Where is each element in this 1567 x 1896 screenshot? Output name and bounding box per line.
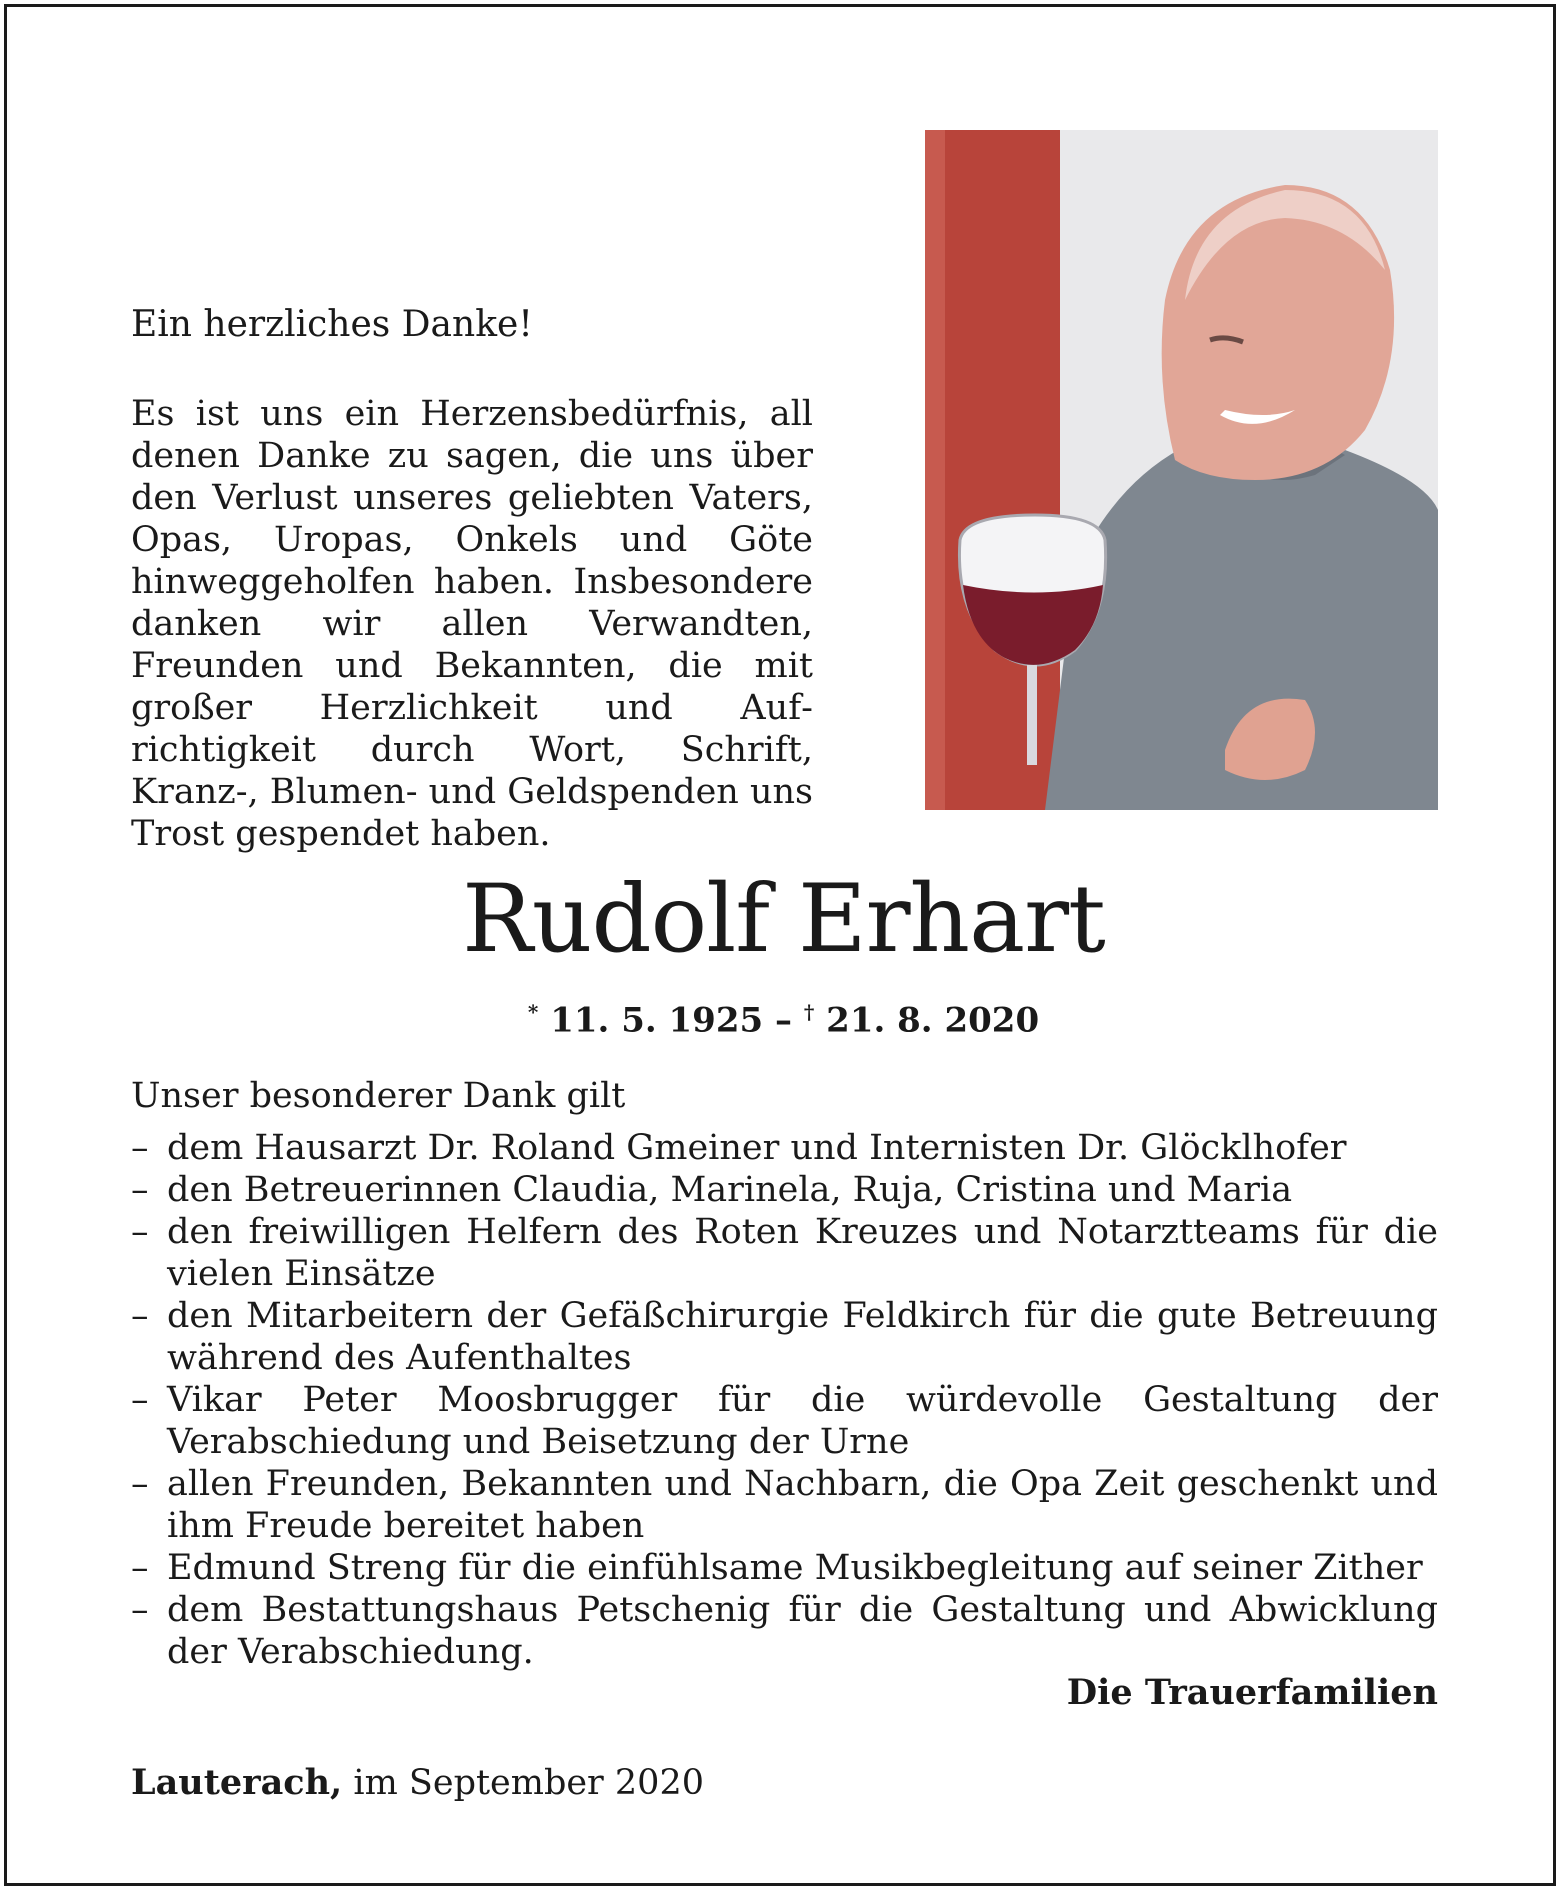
list-item [131, 1589, 1438, 1673]
birth-symbol: * [527, 1000, 539, 1024]
list-bullet: – [131, 1548, 149, 1588]
date: im September 2020 [353, 1763, 704, 1803]
birth-date: 11. 5. 1925 [550, 1000, 764, 1041]
red-wall [925, 130, 1060, 810]
intro-heading: Ein herzliches Danke! [131, 304, 533, 345]
list-bullet: – [131, 1296, 149, 1336]
life-dates [0, 1000, 1567, 1040]
list-item-text: allen Freunden, Bekannten und Nachbarn, die Opa Zeit geschenkt und ihm Freude bereitet haben [167, 1464, 1438, 1546]
list-item-text: den Betreuerinnen Claudia, Marinela, Ruja, Cristina und Maria [167, 1170, 1293, 1210]
list-bullet: – [131, 1590, 149, 1630]
thanks-intro: Unser besonderer Dank gilt [131, 1076, 626, 1116]
list-item-text: Edmund Streng für die einfühlsame Musikbegleitung auf seiner Zither [167, 1548, 1423, 1588]
place: Lauterach, [131, 1762, 343, 1803]
list-item [131, 1463, 1438, 1547]
list-item-text: Vikar Peter Moosbrugger für die würdevolle Gestaltung der Verabschiedung und Beisetzung der Urne [167, 1380, 1438, 1462]
list-item [131, 1295, 1438, 1379]
list-item [131, 1127, 1438, 1169]
thanks-list [131, 1127, 1438, 1673]
list-bullet: – [131, 1212, 149, 1252]
list-bullet: – [131, 1128, 149, 1168]
intro-body: Es ist uns ein Herzensbedürfnis, all denen Danke zu sagen, die uns über den Verlust unseres geliebten Vaters, Opas, Uropas, Onkels und Göte hinweggeholfen haben. Insbesondere danken wir allen Verwandten, Freunden und Bekannten, die mit großer Herzlichkeit und Aufrichtigkeit durch Wort, Schrift, Kranz-, Blumen- und Geldspenden uns Trost gespendet haben. [131, 394, 813, 854]
list-item [131, 1169, 1438, 1211]
place-date [131, 1762, 704, 1803]
deceased-name: Rudolf Erhart [462, 865, 1105, 974]
death-date: 21. 8. 2020 [826, 1000, 1040, 1041]
list-bullet: – [131, 1170, 149, 1210]
death-symbol: † [803, 1000, 815, 1024]
list-item [131, 1211, 1438, 1295]
portrait-illustration [925, 130, 1438, 810]
date-separator: – [775, 1000, 792, 1041]
list-bullet: – [131, 1464, 149, 1504]
list-item-text: den freiwilligen Helfern des Roten Kreuzes und Notarztteams für die vielen Einsätze [167, 1212, 1438, 1294]
list-item [131, 1379, 1438, 1463]
list-item-text: den Mitarbeitern der Gefäßchirurgie Feldkirch für die gute Betreuung während des Aufenthaltes [167, 1296, 1438, 1378]
list-item-text: dem Bestattungshaus Petschenig für die Gestaltung und Abwicklung der Verabschiedung. [167, 1590, 1438, 1672]
signature: Die Trauerfamilien [1066, 1672, 1438, 1713]
list-item [131, 1547, 1438, 1589]
portrait-photo [925, 130, 1438, 810]
list-bullet: – [131, 1380, 149, 1420]
list-item-text: dem Hausarzt Dr. Roland Gmeiner und Internisten Dr. Glöcklhofer [167, 1128, 1347, 1168]
